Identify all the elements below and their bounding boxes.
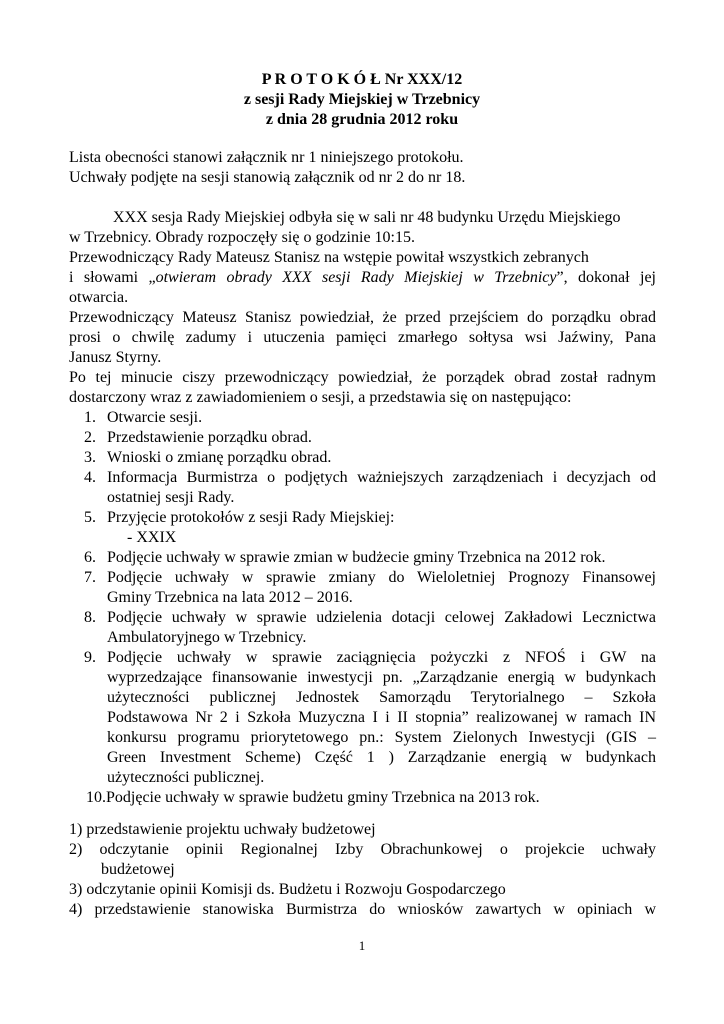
protocol-date: z dnia 28 grudnia 2012 roku (265, 111, 459, 128)
paragraph-2-quote: otwieram obrady XXX sesji Rady Miejskiej w Trzebnicy (155, 269, 557, 286)
agenda-item-text: Informacja Burmistrza o podjętych ważniejszych zarządzeniach i decyzjach od (107, 469, 656, 486)
agenda-item-number: 9. (84, 649, 96, 666)
agenda-item (69, 448, 656, 468)
agenda-item-number: 4. (84, 469, 96, 486)
agenda-item-text: Podjęcie uchwały w sprawie zmian w budżecie gminy Trzebnica na 2012 rok. (107, 549, 606, 566)
agenda-item-text: Przedstawienie porządku obrad. (107, 429, 312, 446)
document-header (0, 70, 724, 130)
page-number: 1 (358, 938, 366, 953)
agenda-item-text: Podjęcie uchwały w sprawie zaciągnięcia pożyczki z NFOŚ i GW na (107, 649, 656, 666)
agenda-item (69, 568, 656, 608)
paragraph-1-line-1: XXX sesja Rady Miejskiej odbyła się w sali nr 48 budynku Urzędu Miejskiego (113, 209, 621, 226)
agenda-item-text (86, 788, 656, 808)
paragraph-3-line-3: Janusz Styrny. (69, 349, 162, 366)
intro-line-1: Lista obecności stanowi załącznik nr 1 niniejszego protokołu. (69, 149, 464, 166)
paragraph-4-line-2: dostarczony wraz z zawiadomieniem o sesji, a przedstawia się on następująco: (69, 389, 572, 406)
agenda-item-number: 6. (84, 549, 96, 566)
intro-block (69, 148, 656, 188)
agenda-item (69, 788, 656, 808)
intro-line-2: Uchwały podjęte na sesji stanowią załącznik od nr 2 do nr 18. (69, 169, 466, 186)
agenda-item-number: 2. (84, 429, 96, 446)
agenda-item-text: Wnioski o zmianę porządku obrad. (107, 449, 332, 466)
agenda-item-text: Podjęcie uchwały w sprawie udzielenia dotacji celowej Zakładowi Lecznictwa (107, 609, 656, 626)
paragraph-2-text-a: i słowami „ (69, 269, 156, 286)
agenda-item (69, 648, 656, 788)
budget-step-2-line-2: budżetowej (101, 861, 175, 878)
agenda-item-text: Ambulatoryjnego w Trzebnicy. (107, 629, 307, 646)
agenda-item-text: Podstawowa Nr 2 i Szkoła Muzyczna I i II stopnia” realizowanej w ramach IN (107, 709, 656, 726)
agenda-item-number: 10. (86, 789, 106, 806)
agenda-item-text: Podjęcie uchwały w sprawie zmiany do Wieloletniej Prognozy Finansowej (107, 569, 656, 586)
paragraph-1-line-2: w Trzebnicy. Obrady rozpoczęły się o godzinie 10:15. (69, 229, 415, 246)
agenda-item-text: użyteczności publicznej. (107, 769, 265, 786)
budget-step-2-line-1: 2) odczytanie opinii Regionalnej Izby Obrachunkowej o projekcie uchwały (69, 841, 656, 858)
agenda-item-number: 5. (84, 509, 96, 526)
paragraph-4-line-1: Po tej minucie ciszy przewodniczący powiedział, że porządek obrad został radnym (69, 369, 656, 386)
agenda-item (69, 608, 656, 648)
agenda-item (69, 468, 656, 508)
paragraph-2-line-3: otwarcia. (69, 289, 129, 306)
paragraph-2-line-2 (69, 268, 656, 288)
agenda-item-number: 7. (84, 569, 96, 586)
budget-step-1: 1) przedstawienie projektu uchwały budżetowej (69, 821, 376, 838)
agenda-item-text: Otwarcie sesji. (107, 409, 203, 426)
body-block (69, 208, 656, 808)
agenda-item-number: 1. (84, 409, 96, 426)
agenda-list (69, 408, 656, 808)
agenda-item-text-body: Podjęcie uchwały w sprawie budżetu gminy Trzebnica na 2013 rok. (106, 789, 540, 806)
budget-step-3: 3) odczytanie opinii Komisji ds. Budżetu i Rozwoju Gospodarczego (69, 881, 506, 898)
agenda-item (69, 428, 656, 448)
budget-steps (69, 820, 656, 920)
agenda-item (69, 508, 656, 528)
agenda-item-text: wyprzedzające finansowanie inwestycji pn. „Zarządzanie energią w budynkach (107, 669, 656, 686)
budget-step-4: 4) przedstawienie stanowiska Burmistrza do wniosków zawartych w opiniach w (69, 901, 656, 918)
agenda-item-text: Green Investment Scheme) Część 1 ) Zarządzanie energią w budynkach (107, 749, 656, 766)
agenda-item-text: użyteczności publicznej Jednostek Samorządu Terytorialnego – Szkoła (107, 689, 656, 706)
agenda-item-text: ostatniej sesji Rady. (107, 489, 235, 506)
agenda-item-text: konkursu programu priorytetowego pn.: System Zielonych Inwestycji (GIS – (107, 729, 656, 746)
paragraph-2-text-b: ”, dokonał jej (556, 269, 656, 286)
agenda-item-text: Przyjęcie protokołów z sesji Rady Miejskiej: (107, 509, 395, 526)
agenda-item (69, 408, 656, 428)
protocol-title: P R O T O K Ó Ł Nr XXX/12 (261, 71, 463, 88)
paragraph-3-line-2: prosi o chwilę zadumy i utuczenia pamięci zmarłego sołtysa wsi Jaźwiny, Pana (69, 329, 656, 346)
agenda-item-number: 3. (84, 449, 96, 466)
agenda-item-number: 8. (84, 609, 96, 626)
agenda-subitem: - XXIX (127, 529, 177, 546)
agenda-item (69, 548, 656, 568)
protocol-subtitle: z sesji Rady Miejskiej w Trzebnicy (243, 91, 481, 108)
paragraph-2-line-1: Przewodniczący Rady Mateusz Stanisz na wstępie powitał wszystkich zebranych (69, 249, 589, 266)
agenda-item-text: Gminy Trzebnica na lata 2012 – 2016. (107, 589, 353, 606)
paragraph-3-line-1: Przewodniczący Mateusz Stanisz powiedział, że przed przejściem do porządku obrad (69, 309, 656, 326)
